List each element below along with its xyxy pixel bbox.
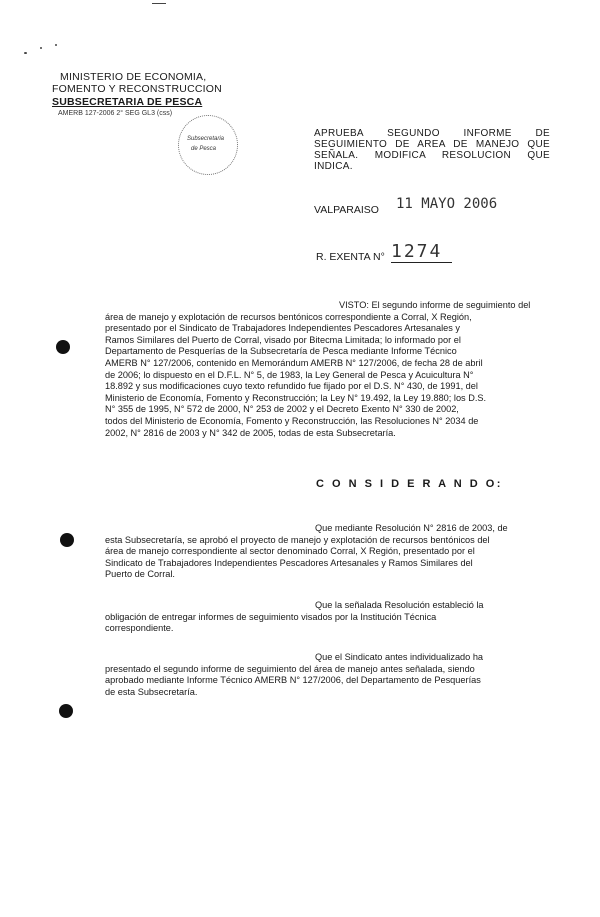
visto-section bbox=[105, 300, 550, 439]
paragraph-line: Sindicato de Trabajadores Independientes Pescadores Artesanales y Ramos Similares del bbox=[105, 557, 473, 568]
visto-line: de 2006; lo dispuesto en el D.F.L. N° 5, de 1983, la Ley General de Pesca y Acuicultura N° bbox=[105, 369, 474, 380]
handwritten-date: 11 MAYO 2006 bbox=[396, 196, 498, 212]
header-ministry-line1: MINISTERIO DE ECONOMIA, bbox=[60, 71, 207, 83]
visto-line: área de manejo y explotación de recursos bentónicos correspondiente a Corral, X Región, bbox=[105, 311, 472, 322]
considerando-title: C O N S I D E R A N D O: bbox=[316, 478, 503, 490]
punch-hole bbox=[56, 340, 70, 354]
scan-speck bbox=[55, 44, 57, 46]
stamp-line2: de Pesca bbox=[191, 146, 217, 152]
scan-speck bbox=[152, 3, 166, 4]
paragraph-line: Puerto de Corral. bbox=[105, 569, 175, 580]
paragraph-line: Que mediante Resolución N° 2816 de 2003, de bbox=[315, 523, 508, 533]
scan-speck bbox=[40, 47, 42, 49]
visto-line: Departamento de Pesquerías de la Subsecretaría de Pesca mediante Informe Técnico bbox=[105, 346, 457, 357]
place-label: VALPARAISO bbox=[314, 204, 379, 216]
paragraph-line: aprobado mediante Informe Técnico AMERB N° 127/2006, del Departamento de Pesquerías bbox=[105, 675, 481, 686]
paragraph-line: de esta Subsecretaría. bbox=[105, 686, 198, 697]
considerando-paragraph-3 bbox=[105, 652, 550, 698]
considerando-paragraph-2 bbox=[105, 600, 550, 635]
visto-line: 2002, N° 2816 de 2003 y N° 342 de 2005, todas de esta Subsecretaría. bbox=[105, 427, 396, 438]
resolution-number: 1274 bbox=[391, 241, 452, 263]
paragraph-line: correspondiente. bbox=[105, 623, 174, 634]
visto-line: Ramos Similares del Puerto de Corral, visado por Bitecma Limitada; lo informado por el bbox=[105, 334, 461, 345]
paragraph-line: área de manejo correspondiente al sector denominado Corral, X Región, presentado por el bbox=[105, 546, 475, 557]
visto-line: AMERB N° 127/2006, contenido en Memorándum AMERB N° 127/2006, de fecha 28 de abril bbox=[105, 357, 483, 368]
header-subsecretaria: SUBSECRETARIA DE PESCA bbox=[52, 96, 203, 108]
visto-line: 18.892 y sus modificaciones cuyo texto refundido fue fijado por el D.S. N° 430, de 1991, del bbox=[105, 381, 478, 392]
paragraph-line: obligación de entregar informes de seguimiento visados por la Institución Técnica bbox=[105, 611, 437, 622]
document-summary: APRUEBA SEGUNDO INFORME DE SEGUIMIENTO DE AREA DE MANEJO QUE SEÑALA. MODIFICA RESOLUCION QUE INDICA. bbox=[314, 128, 550, 172]
considerando-paragraph-1 bbox=[105, 523, 550, 581]
visto-line: N° 355 de 1995, N° 572 de 2000, N° 253 de 2002 y el Decreto Exento N° 330 de 2002, bbox=[105, 404, 459, 415]
visto-line: VISTO: El segundo informe de seguimiento del bbox=[339, 300, 531, 310]
paragraph-line: presentado el segundo informe de seguimiento del área de manejo antes señalada, siendo bbox=[105, 663, 475, 674]
header-ministry-line2: FOMENTO Y RECONSTRUCCION bbox=[52, 83, 222, 95]
punch-hole bbox=[60, 533, 74, 547]
scan-speck bbox=[24, 52, 27, 54]
punch-hole bbox=[59, 704, 73, 718]
paragraph-line: Que el Sindicato antes individualizado ha bbox=[315, 652, 484, 662]
header-reference: AMERB 127-2006 2° SEG GL3 (css) bbox=[58, 110, 173, 117]
visto-line: presentado por el Sindicato de Trabajadores Independientes Pescadores Artesanales y bbox=[105, 323, 460, 334]
office-stamp bbox=[178, 115, 238, 175]
paragraph-line: esta Subsecretaría, se aprobó el proyecto de manejo y explotación de recursos bentónicos del bbox=[105, 534, 490, 545]
visto-line: Ministerio de Economía, Fomento y Reconstrucción; la Ley N° 19.492, la Ley 19.880; los D.S. bbox=[105, 392, 487, 403]
paragraph-line: Que la señalada Resolución estableció la bbox=[315, 600, 484, 610]
visto-line: todos del Ministerio de Economía, Fomento y Reconstrucción, las Resoluciones N° 2034 de bbox=[105, 415, 479, 426]
resolution-label: R. EXENTA N° bbox=[316, 251, 385, 263]
stamp-line1: Subsecretaria bbox=[187, 136, 225, 142]
